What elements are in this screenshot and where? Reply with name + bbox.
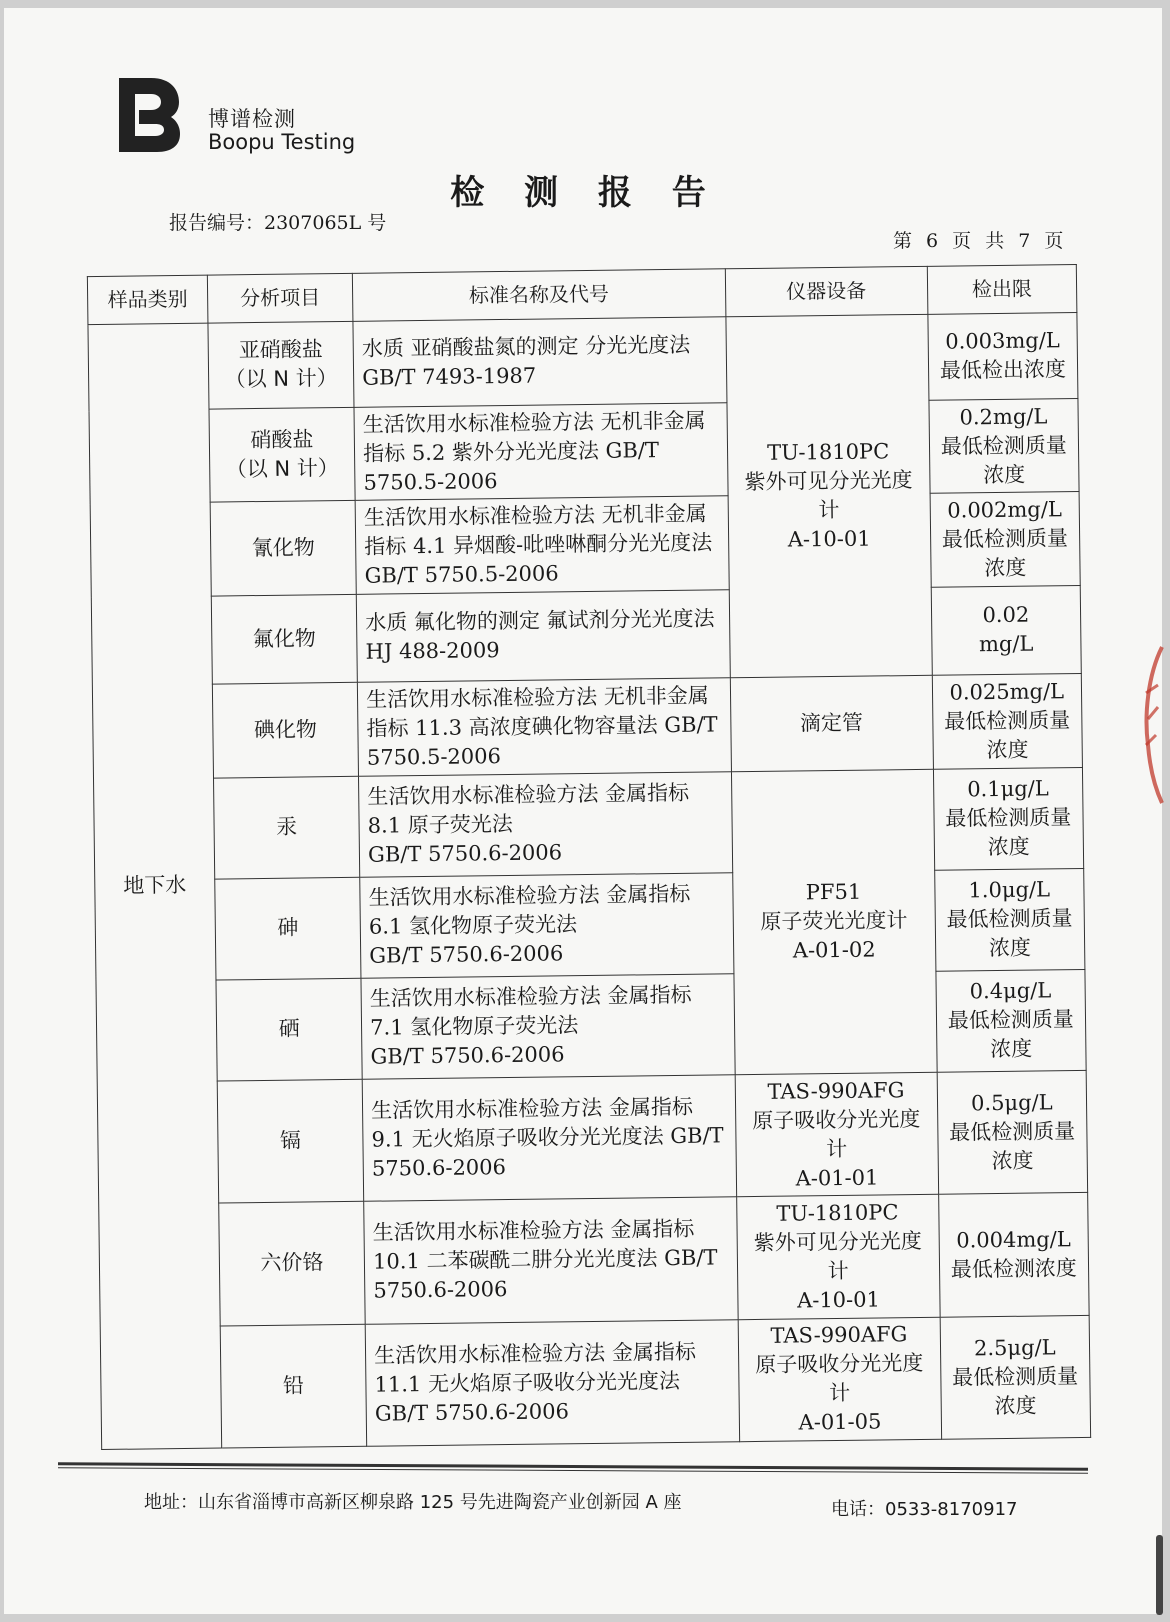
item-cell: 铅	[220, 1324, 367, 1448]
item-cell: 亚硝酸盐 （以 N 计）	[208, 321, 354, 410]
limit-cell: 0.4μg/L 最低检测质量浓度	[935, 969, 1086, 1072]
instrument-cell: TU-1810PC 紫外可见分光光度计 A-10-01	[725, 314, 931, 678]
item-cell: 氟化物	[211, 594, 357, 685]
seal-stamp-icon	[1138, 645, 1164, 805]
standard-cell: 生活饮用水标准检验方法 金属指标 7.1 氢化物原子荧光法 GB/T 5750.6-2006	[361, 973, 735, 1079]
footer-address: 地址：山东省淄博市高新区柳泉路 125 号先进陶瓷产业创新园 A 座	[144, 1492, 682, 1513]
standard-cell: 生活饮用水标准检验方法 金属指标 6.1 氢化物原子荧光法 GB/T 5750.6-2006	[360, 872, 734, 978]
table-row	[95, 868, 1085, 981]
standard-cell: 生活饮用水标准检验方法 无机非金属指标 11.3 高浓度碘化物容量法 GB/T 5750.5-2006	[357, 678, 731, 776]
boopu-logo-icon	[117, 76, 181, 154]
table-row	[94, 767, 1084, 880]
table-row	[100, 1315, 1090, 1450]
standard-cell: 生活饮用水标准检验方法 金属指标 8.1 原子荧光法 GB/T 5750.6-2006	[359, 771, 733, 877]
limit-cell: 0.02 mg/L	[931, 585, 1081, 676]
table-row	[99, 1193, 1089, 1327]
table-row	[89, 399, 1079, 504]
item-cell: 镉	[217, 1079, 364, 1203]
brand-name-en: Boopu Testing	[208, 130, 356, 154]
standard-cell: 生活饮用水标准检验方法 金属指标 10.1 二苯碳酰二肼分光光度法 GB/T 5750.6-2006	[364, 1197, 738, 1324]
document-title: 检 测 报 告	[450, 173, 720, 213]
item-cell: 氰化物	[210, 501, 356, 596]
item-cell: 碘化物	[212, 683, 358, 778]
item-cell: 汞	[213, 776, 359, 879]
instrument-cell: TAS-990AFG 原子吸收分光光度计 A-01-05	[738, 1317, 941, 1442]
header-sample-type: 样品类别	[87, 275, 208, 324]
standard-cell: 水质 氟化物的测定 氟试剂分光光度法 HJ 488-2009	[356, 589, 730, 683]
limit-cell: 0.5μg/L 最低检测质量浓度	[937, 1070, 1088, 1194]
table-row	[91, 585, 1081, 686]
instrument-cell: 滴定管	[730, 676, 933, 771]
instrument-cell: TU-1810PC 紫外可见分光光度计 A-10-01	[736, 1194, 939, 1319]
limit-cell: 1.0μg/L 最低检测质量浓度	[934, 868, 1085, 971]
item-cell: 六价铬	[219, 1201, 366, 1325]
limit-cell: 0.1μg/L 最低检测质量浓度	[933, 767, 1084, 870]
standard-cell: 生活饮用水标准检验方法 金属指标 11.1 无火焰原子吸收分光光度法 GB/T 5750.6-2006	[365, 1319, 739, 1446]
instrument-cell: TAS-990AFG 原子吸收分光光度计 A-01-01	[735, 1072, 938, 1197]
standard-cell: 生活饮用水标准检验方法 金属指标 9.1 无火焰原子吸收分光光度法 GB/T 5750.6-2006	[362, 1075, 736, 1202]
item-cell: 砷	[215, 877, 361, 980]
table-row	[90, 492, 1080, 597]
page-number: 第 6 页 共 7 页	[893, 230, 1068, 252]
header-item: 分析项目	[207, 273, 353, 322]
report-number: 报告编号：2307065L 号	[169, 212, 387, 234]
limit-cell: 0.004mg/L 最低检测浓度	[938, 1193, 1089, 1317]
item-cell: 硝酸盐 （以 N 计）	[209, 408, 355, 503]
footer-phone: 电话：0533-8170917	[831, 1499, 1018, 1520]
standard-cell: 生活饮用水标准检验方法 无机非金属指标 4.1 异烟酸-吡唑啉酮分光光度法 GB/T 5750.5-2006	[355, 496, 729, 594]
limit-cell: 0.025mg/L 最低检测质量浓度	[932, 674, 1083, 769]
sample-type-cell: 地下水	[88, 323, 222, 1450]
limit-cell: 0.003mg/L 最低检出浓度	[927, 312, 1077, 401]
scrollbar-thumb[interactable]	[1156, 1535, 1163, 1615]
instrument-cell: PF51 原子荧光光度计 A-01-02	[731, 769, 937, 1075]
standard-cell: 生活饮用水标准检验方法 无机非金属指标 5.2 紫外分光光度法 GB/T 5750.5-2006	[354, 403, 728, 501]
limit-cell: 2.5μg/L 最低检测质量浓度	[940, 1315, 1091, 1439]
table-row	[96, 969, 1086, 1082]
limit-cell: 0.002mg/L 最低检测质量浓度	[930, 492, 1081, 587]
table-row	[97, 1070, 1087, 1204]
brand-name-cn: 博谱检测	[208, 107, 296, 131]
limit-cell: 0.2mg/L 最低检测质量浓度	[929, 399, 1080, 494]
test-method-table	[87, 264, 1091, 1450]
header-limit: 检出限	[927, 265, 1077, 314]
standard-cell: 水质 亚硝酸盐氮的测定 分光光度法 GB/T 7493-1987	[353, 316, 726, 407]
table-row	[88, 312, 1078, 411]
header-standard: 标准名称及代号	[352, 269, 725, 321]
item-cell: 硒	[216, 978, 362, 1081]
header-instrument: 仪器设备	[725, 266, 928, 316]
table-row	[92, 674, 1082, 779]
